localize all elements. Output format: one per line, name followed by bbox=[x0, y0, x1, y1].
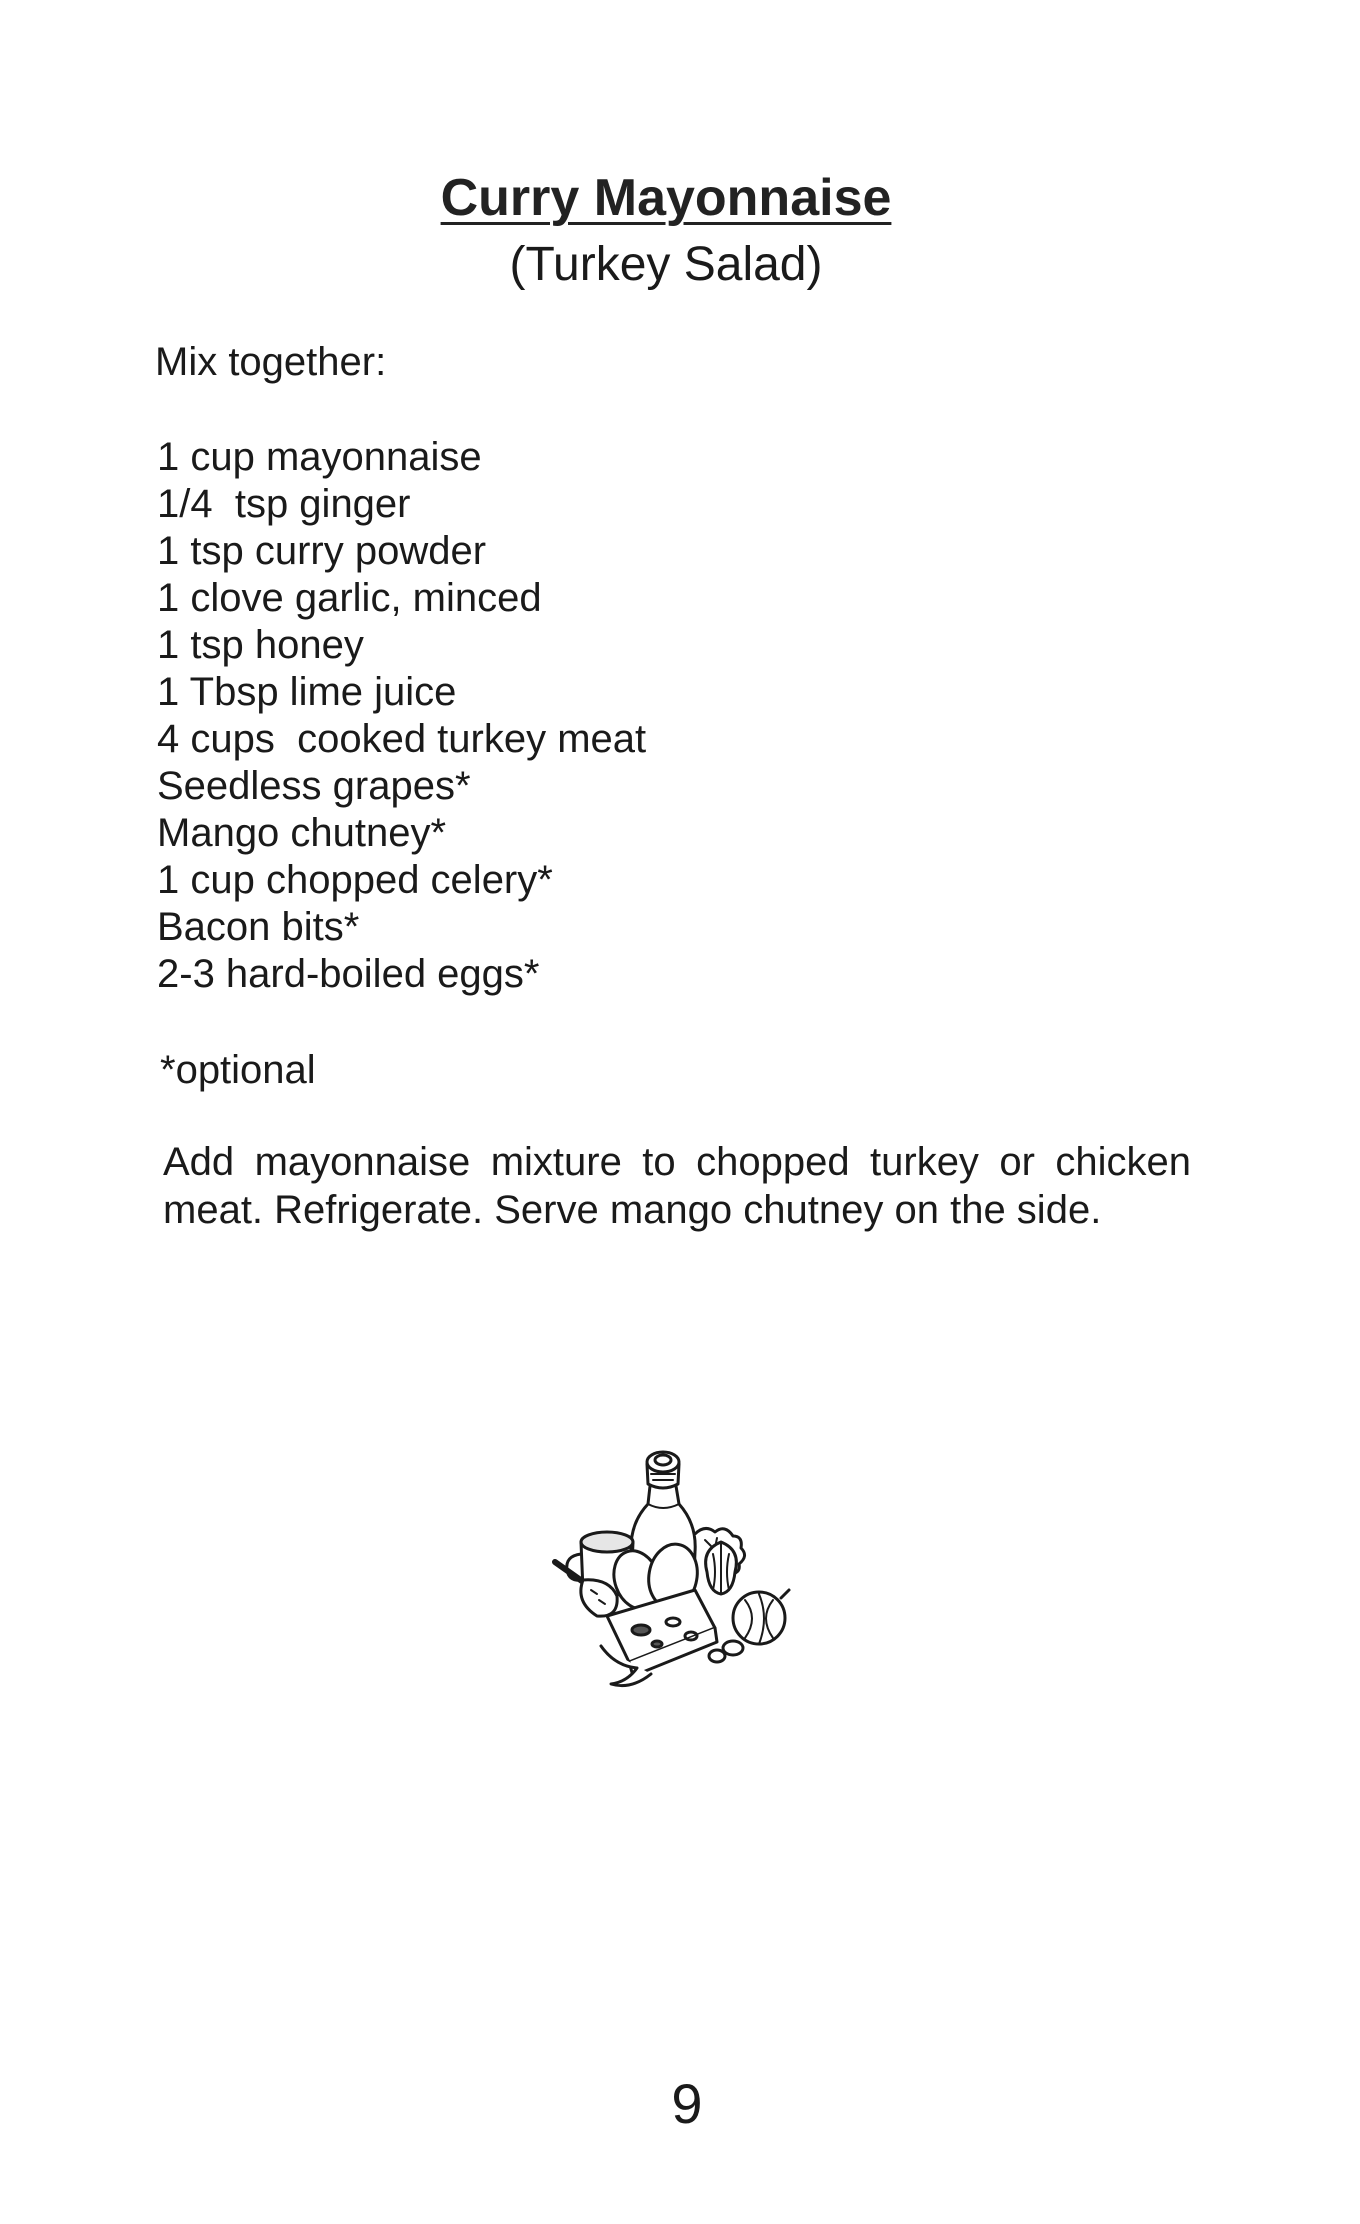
food-still-life-icon bbox=[545, 1440, 805, 1700]
ingredient-item: Seedless grapes* bbox=[157, 764, 471, 808]
ingredient-item: 1 cup chopped celery* bbox=[157, 858, 553, 902]
ingredient-item: Bacon bits* bbox=[157, 905, 360, 949]
ingredient-list bbox=[157, 434, 646, 998]
ingredient-item: 1 tsp curry powder bbox=[157, 529, 487, 573]
optional-note: *optional bbox=[160, 1048, 316, 1092]
recipe-title-text: Curry Mayonnaise bbox=[440, 169, 892, 227]
ingredient-item: 1 Tbsp lime juice bbox=[157, 670, 457, 714]
ingredient-item: 1 tsp honey bbox=[157, 623, 364, 667]
ingredient-item: 1/4 tsp ginger bbox=[157, 482, 411, 526]
ingredient-item: 4 cups cooked turkey meat bbox=[157, 717, 647, 761]
ingredient-item: 1 clove garlic, minced bbox=[157, 576, 542, 620]
recipe-title bbox=[0, 168, 1332, 228]
intro-text: Mix together: bbox=[155, 340, 387, 384]
directions-text: Add mayonnaise mixture to chopped turkey or chicken meat. Refrigerate. Serve mango chutney on the side. bbox=[163, 1140, 1191, 1232]
ingredient-item: 2-3 hard-boiled eggs* bbox=[157, 952, 540, 996]
ingredient-item: Mango chutney* bbox=[157, 811, 447, 855]
page-number: 9 bbox=[671, 2072, 703, 2135]
ingredient-item: 1 cup mayonnaise bbox=[157, 435, 482, 479]
recipe-subtitle: (Turkey Salad) bbox=[509, 238, 823, 291]
